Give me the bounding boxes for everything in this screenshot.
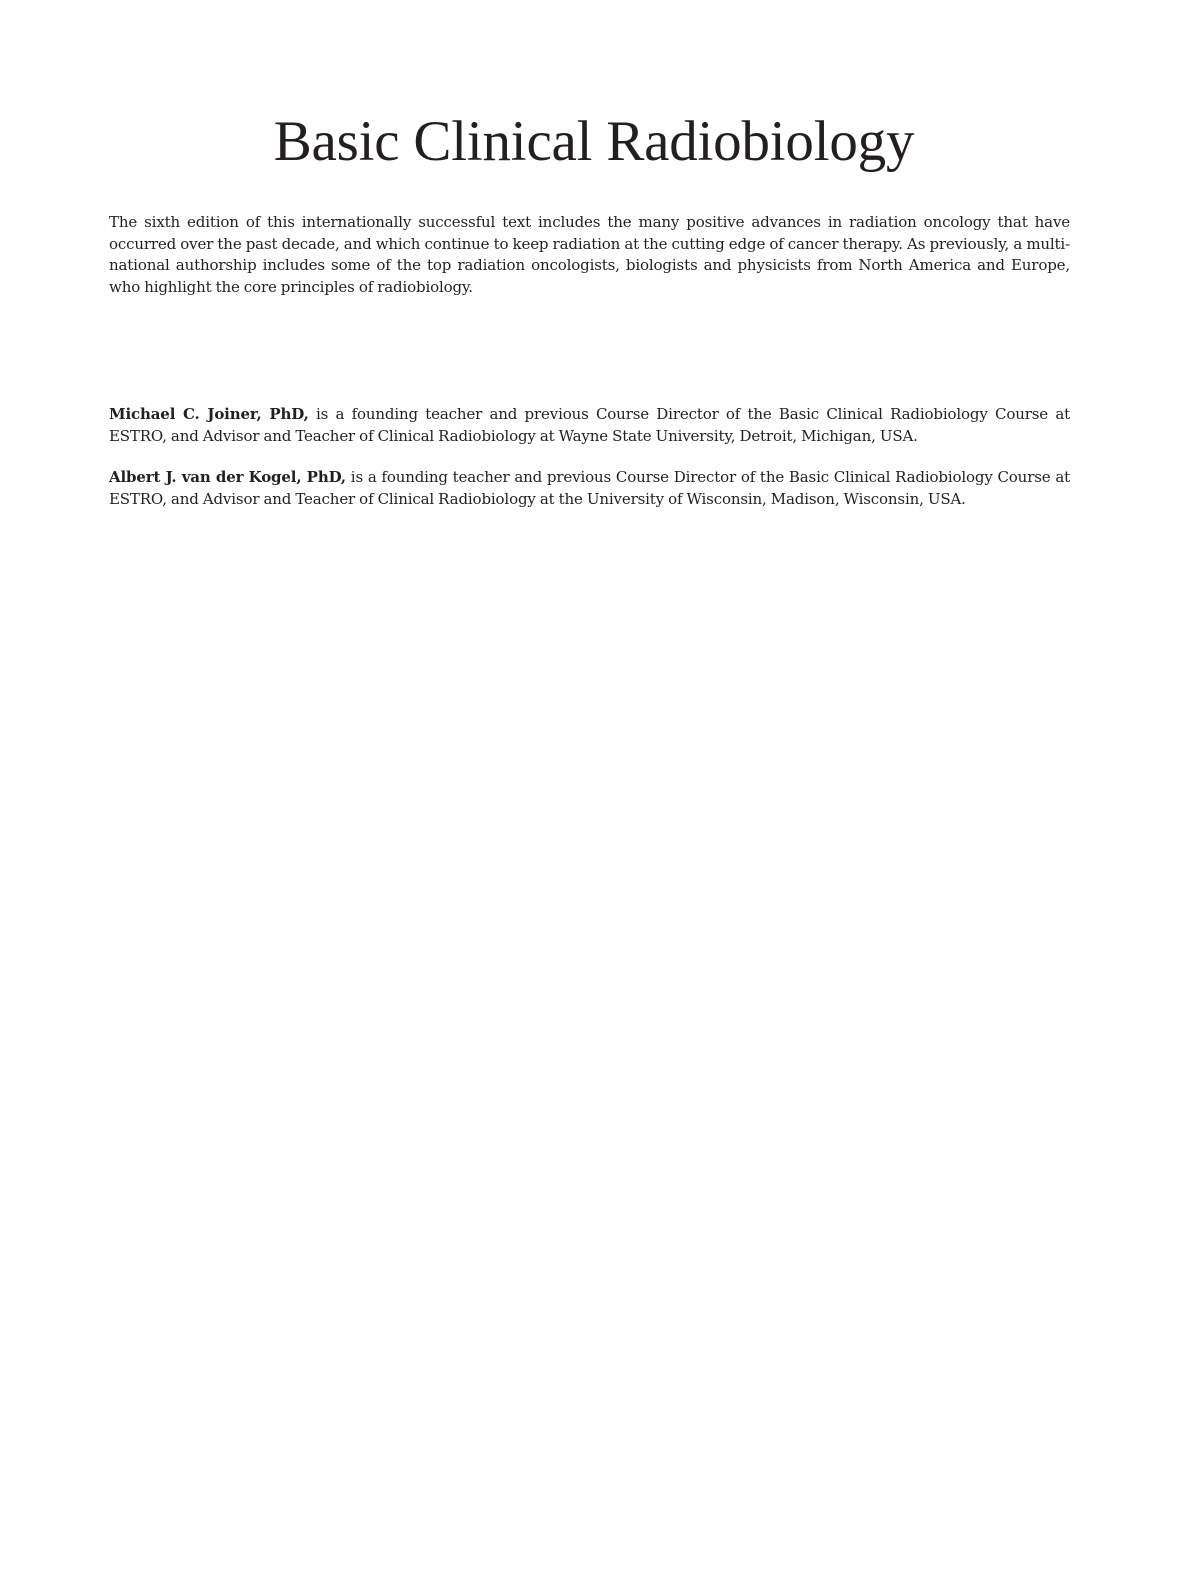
editor-bio	[109, 404, 1070, 447]
editor-bio-text: is a founding teacher and previous Course Director of the Basic Clinical Radiobiology Course at ESTRO, and Advisor and Teacher of Clinical Radiobiology at Wayne State University, Detroit, Michigan, USA.	[109, 405, 1070, 445]
editor-name: Albert J. van der Kogel, PhD,	[109, 468, 346, 486]
book-title: Basic Clinical Radiobiology	[273, 110, 915, 173]
editor-bio-text: is a founding teacher and previous Course Director of the Basic Clinical Radiobiology Course at ESTRO, and Advisor and Teacher of Clinical Radiobiology at the University of Wisconsin, Madison, Wisconsin, USA.	[109, 468, 1070, 508]
editor-bio	[109, 467, 1070, 510]
book-description: The sixth edition of this internationally successful text includes the many positive advances in radiation oncology that have occurred over the past decade, and which continue to keep radiation at the cutting edge of cancer therapy. As previously, a multi-national authorship includes some of the top radiation oncologists, biologists and physicists from North America and Europe, who highlight the core principles of radiobiology.	[109, 213, 1070, 296]
editor-name: Michael C. Joiner, PhD,	[109, 405, 309, 423]
